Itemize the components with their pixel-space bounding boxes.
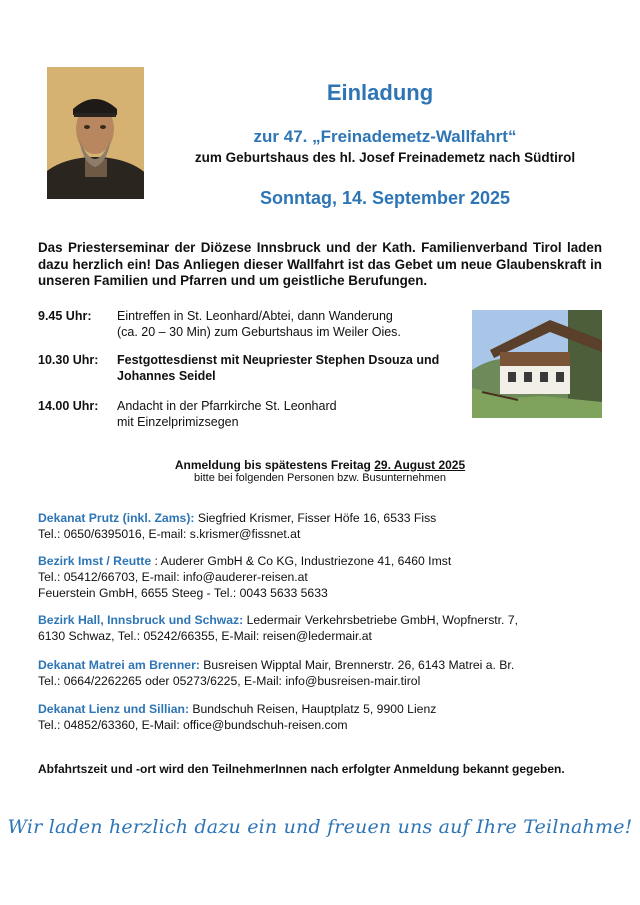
contact-line: : Auderer GmbH & Co KG, Industriezone 41, 6460 Imst	[151, 554, 452, 568]
contact-line: Feuerstein GmbH, 6655 Steeg - Tel.: 0043 5633 5633	[38, 586, 328, 600]
house-photo	[472, 310, 602, 418]
contact-block	[38, 701, 618, 733]
schedule-item	[117, 398, 457, 430]
schedule-time: 14.00 Uhr:	[38, 399, 99, 413]
contact-line: Bundschuh Reisen, Hauptplatz 5, 9900 Lienz	[189, 702, 437, 716]
schedule-line: Johannes Seidel	[117, 369, 216, 383]
schedule-line: mit Einzelprimizsegen	[117, 415, 239, 429]
contact-region: Dekanat Lienz und Sillian:	[38, 702, 190, 716]
contact-line: Tel.: 0650/6395016, E-mail: s.krismer@fissnet.at	[38, 527, 301, 541]
registration-deadline: 29. August 2025	[374, 458, 466, 472]
contact-line: Busreisen Wipptal Mair, Brennerstr. 26, 6143 Matrei a. Br.	[199, 658, 515, 672]
subline: zum Geburtshaus des hl. Josef Freinademetz nach Südtirol	[194, 150, 576, 165]
contact-block	[38, 657, 618, 689]
registration-heading	[38, 458, 602, 472]
departure-note: Abfahrtszeit und -ort wird den TeilnehmerInnen nach erfolgter Anmeldung bekannt gegeben.	[38, 762, 565, 776]
schedule-item	[117, 352, 457, 384]
schedule-time: 9.45 Uhr:	[38, 309, 92, 323]
closing-line: Wir laden herzlich dazu ein und freuen uns auf Ihre Teilnahme!	[7, 816, 633, 838]
contact-line: Ledermair Verkehrsbetriebe GmbH, Wopfnerstr. 7,	[243, 613, 518, 627]
schedule-item	[117, 308, 457, 340]
contact-block	[38, 612, 618, 644]
contact-line: Tel.: 0664/2262265 oder 05273/6225, E-Mail: info@busreisen-mair.tirol	[38, 674, 421, 688]
contact-line: 6130 Schwaz, Tel.: 05242/66355, E-Mail: reisen@ledermair.at	[38, 629, 372, 643]
contact-region: Bezirk Imst / Reutte	[38, 554, 152, 568]
contact-line: Tel.: 04852/63360, E-Mail: office@bundschuh-reisen.com	[38, 718, 348, 732]
contact-line: Tel.: 05412/66703, E-mail: info@auderer-reisen.at	[38, 570, 308, 584]
event-date: Sonntag, 14. September 2025	[259, 188, 511, 208]
schedule-line: (ca. 20 – 30 Min) zum Geburtshaus im Weiler Oies.	[117, 325, 401, 339]
contact-region: Dekanat Matrei am Brenner:	[38, 658, 200, 672]
contact-line: Siegfried Krismer, Fisser Höfe 16, 6533 Fiss	[194, 511, 437, 525]
contact-region: Dekanat Prutz (inkl. Zams):	[38, 511, 195, 525]
schedule-time: 10.30 Uhr:	[38, 353, 99, 367]
contact-block	[38, 510, 618, 542]
intro-paragraph: Das Priesterseminar der Diözese Innsbruck und der Kath. Familienverband Tirol laden dazu herzlich ein! Das Anliegen dieser Wallfahrt ist das Gebet um neue Glaubenskraft in unseren Familien und Pfarren und um geistliche Berufungen.	[38, 240, 602, 288]
schedule-line: Festgottesdienst mit Neupriester Stephen Dsouza und	[117, 353, 440, 367]
registration-prefix: Anmeldung bis spätestens Freitag	[174, 458, 375, 472]
schedule-line: Eintreffen in St. Leonhard/Abtei, dann Wanderung	[117, 309, 393, 323]
subtitle: zur 47. „Freinademetz-Wallfahrt“	[253, 127, 517, 146]
registration-subline: bitte bei folgenden Personen bzw. Busunternehmen	[194, 472, 446, 484]
contact-region: Bezirk Hall, Innsbruck und Schwaz:	[38, 613, 244, 627]
page-title: Einladung	[326, 80, 434, 105]
contact-block	[38, 553, 618, 601]
schedule-line: Andacht in der Pfarrkirche St. Leonhard	[117, 399, 337, 413]
